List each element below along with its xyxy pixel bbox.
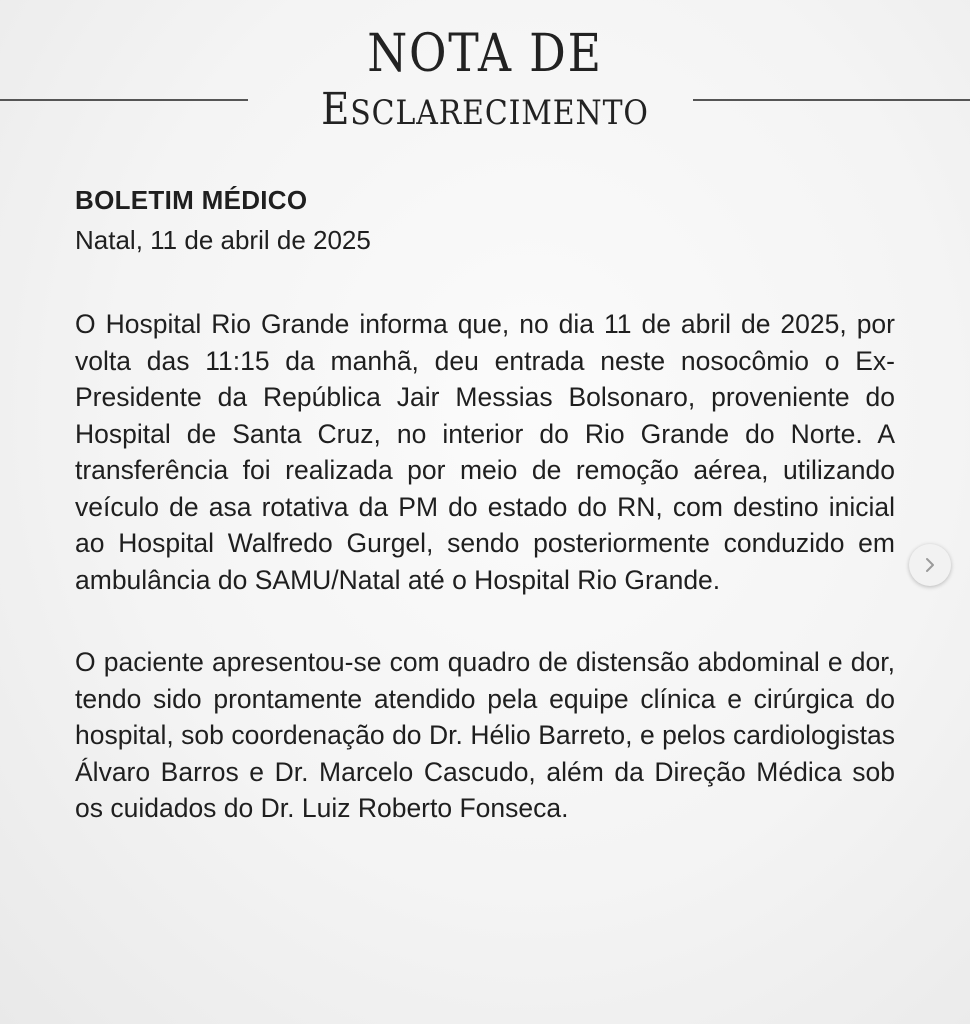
document-header <box>0 22 970 135</box>
bulletin-date: Natal, 11 de abril de 2025 <box>75 225 371 255</box>
document-body <box>75 180 895 827</box>
chevron-right-icon <box>922 557 938 573</box>
bulletin-heading: BOLETIM MÉDICO <box>75 185 308 215</box>
paragraph: O paciente apresentou-se com quadro de distensão abdominal e dor, tendo sido prontamente atendido pela equipe clínica e cirúrgica do hospital, sob coordenação do Dr. Hélio Barreto, e pelos cardiologistas Álvaro Barros e Dr. Marcelo Cascudo, além da Direção Médica sob os cuidados do Dr. Luiz Roberto Fonseca. <box>75 647 895 823</box>
title-line-2-initial: E <box>321 84 351 135</box>
title-line-1: NOTA DE <box>367 24 603 84</box>
title-line-2 <box>58 84 912 135</box>
paragraph: O Hospital Rio Grande informa que, no dia 11 de abril de 2025, por volta das 11:15 da manhã, deu entrada neste nosocômio o Ex-Presidente da República Jair Messias Bolsonaro, proveniente do Hospital de Santa Cruz, no interior do Rio Grande do Norte. A transferência foi realizada por meio de remoção aérea, utilizando veículo de asa rotativa da PM do estado do RN, com destino inicial ao Hospital Walfredo Gurgel, sendo posteriormente conduzido em ambulância do SAMU/Natal até o Hospital Rio Grande. <box>75 309 895 595</box>
title-line-2-rest: SCLARECIMENTO <box>350 93 649 133</box>
carousel-next-button[interactable] <box>909 544 951 586</box>
